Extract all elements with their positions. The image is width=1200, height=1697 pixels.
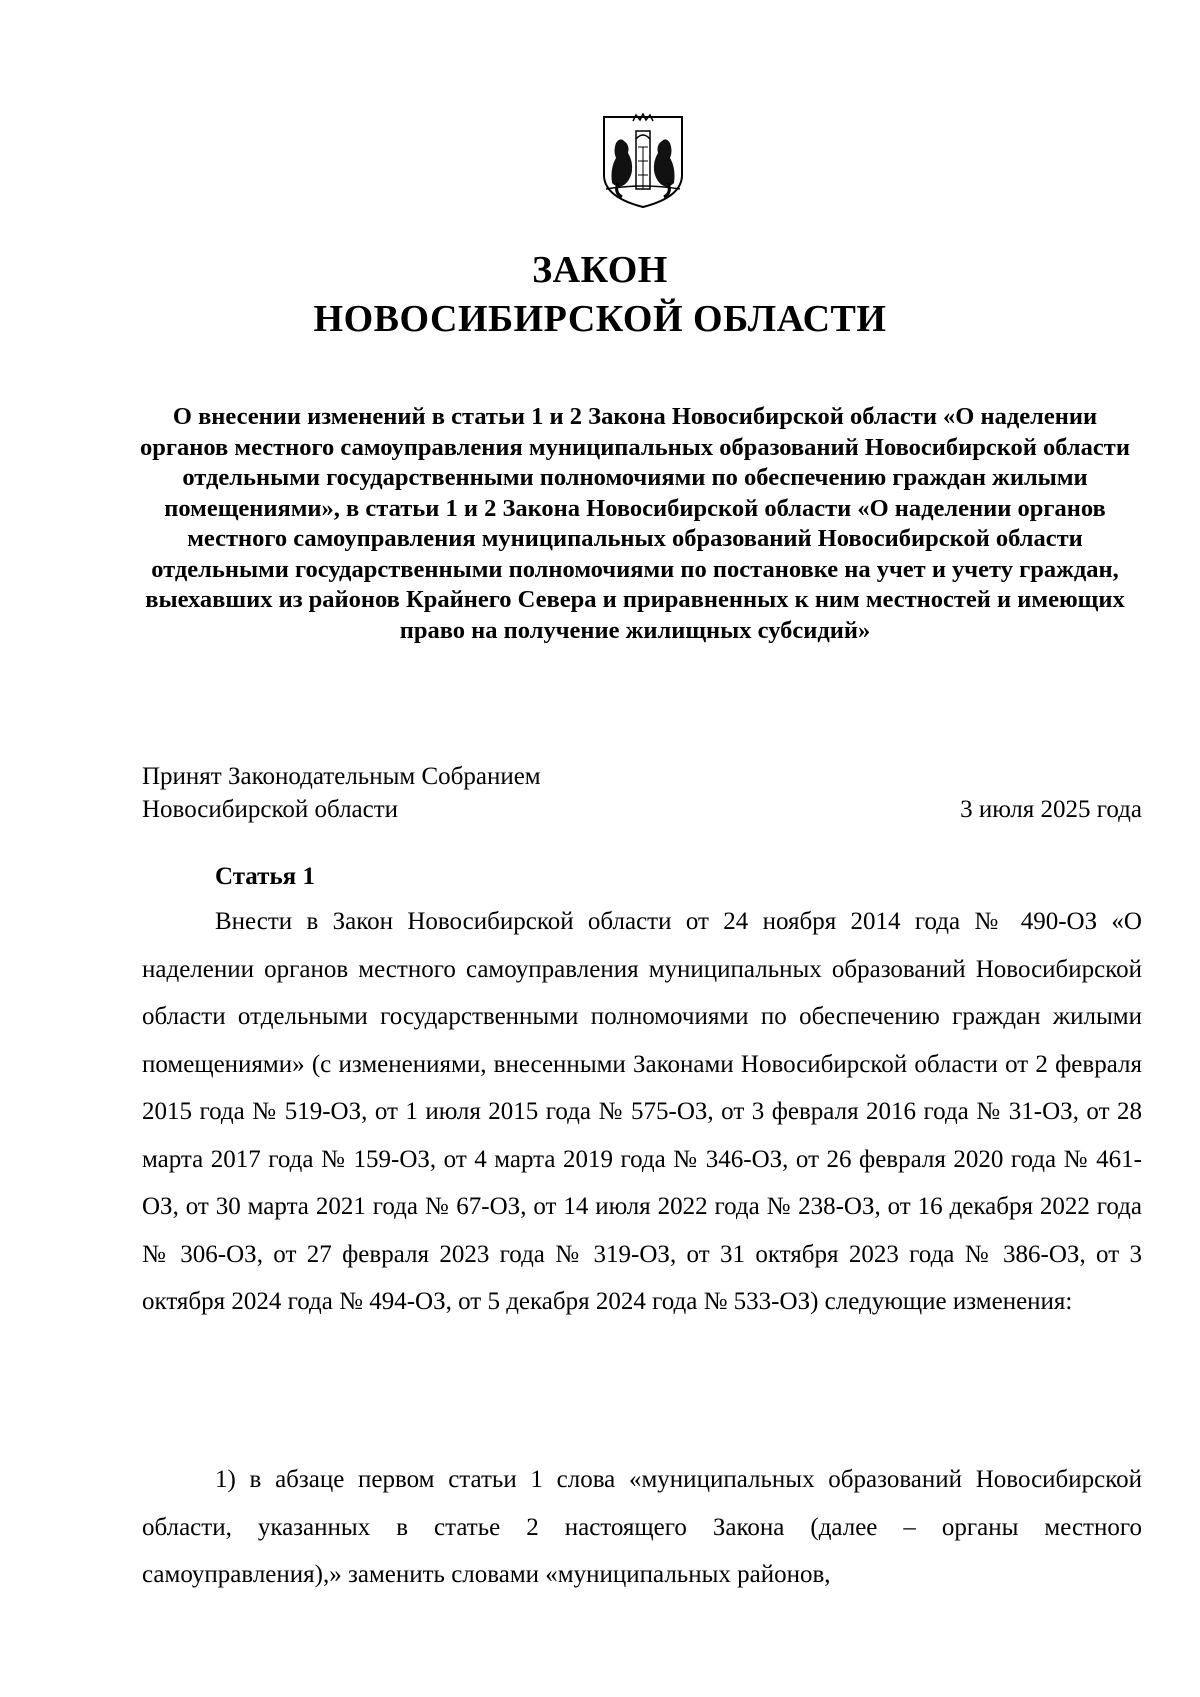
coat-of-arms-icon [600, 113, 686, 210]
adoption-line-1: Принят Законодательным Собранием [142, 763, 541, 790]
law-subject: О внесении изменений в статьи 1 и 2 Закона Новосибирской области «О наделении органов местного самоуправления муниципальных образований Новосибирской области отдельными государственными полномочиями по обеспечению граждан жилыми помещениями», в статьи 1 и 2 Закона Новосибирской области «О наделении органов местного самоуправления муниципальных образований Новосибирской области отдельными государственными полномочиями по постановке на учет и учету граждан, выехавших из районов Крайнего Севера и приравненных к ним местностей и имеющих право на получение жилищных субсидий» [140, 403, 1130, 644]
adoption-block [142, 760, 541, 826]
article-paragraph: Внести в Закон Новосибирской области от 24 ноября 2014 года № 490-ОЗ «О наделении органов местного самоуправления муниципальных образований Новосибирской области отдельными государственными полномочиями по обеспечению граждан жилыми помещениями» (с изменениями, внесенными Законами Новосибирской области от 2 февраля 2015 года № 519-ОЗ, от 1 июля 2015 года № 575-ОЗ, от 3 февраля 2016 года № 31-ОЗ, от 28 марта 2017 года № 159-ОЗ, от 4 марта 2019 года № 346-ОЗ, от 26 февраля 2020 года № 461-ОЗ, от 30 марта 2021 года № 67-ОЗ, от 14 июля 2022 года № 238-ОЗ, от 16 декабря 2022 года № 306-ОЗ, от 27 февраля 2023 года № 319-ОЗ, от 31 октября 2023 года № 386-ОЗ, от 3 октября 2024 года № 494-ОЗ, от 5 декабря 2024 года № 533-ОЗ) следующие изменения: [142, 908, 1142, 1315]
adoption-line-2: Новосибирской области [142, 796, 399, 823]
law-title: ЗАКОН [532, 249, 668, 291]
article-heading: Статья 1 [215, 863, 315, 890]
article-paragraph: 1) в абзаце первом статьи 1 слова «муниципальных образований Новосибирской области, указанных в статье 2 настоящего Закона (далее – органы местного самоуправления),» заменить словами «муниципальных районов, [142, 1466, 1142, 1588]
adoption-date: 3 июля 2025 года [960, 796, 1142, 823]
region-title: НОВОСИБИРСКОЙ ОБЛАСТИ [313, 298, 887, 340]
